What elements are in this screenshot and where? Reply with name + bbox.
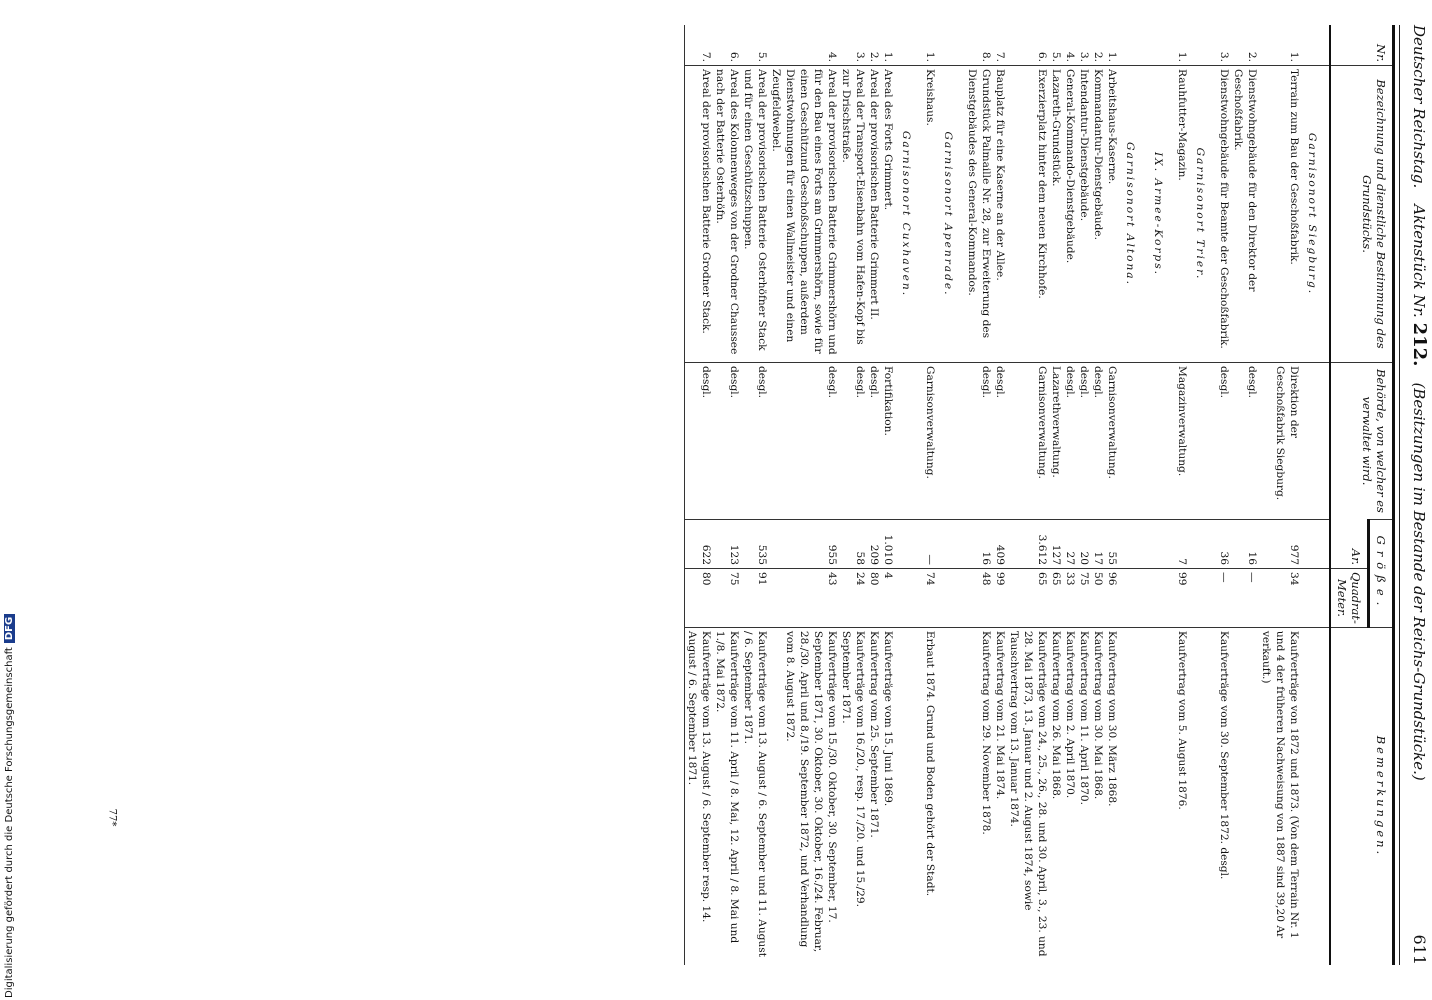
row-description: Dienstwohngebäude für den Direktor der Geschoßfabrik. [1231, 66, 1259, 363]
row-authority: desgl. [769, 363, 839, 520]
col-remarks: Bemerkungen. [1330, 627, 1394, 965]
row-description: Terrain zum Bau der Geschoßfabrik. [1259, 66, 1301, 363]
col-authority: Behörde, von welcher es verwaltet wird. [1330, 363, 1394, 520]
row-qm: 50 [1091, 569, 1105, 628]
header-doc: Aktenstück Nr. 212. [1409, 204, 1430, 367]
row-nr: 7. [994, 51, 1006, 62]
row-nr: 3. [1218, 51, 1230, 62]
row-nr: 5. [1050, 51, 1062, 62]
row-qm: 43 [769, 569, 839, 628]
row-nr: 6. [1036, 51, 1048, 62]
col-size: Größe. [1369, 520, 1394, 628]
row-qm: 34 [1259, 569, 1301, 628]
row-ar: 7 [1175, 520, 1189, 569]
section-row [1301, 25, 1330, 965]
row-ar: 36 [1217, 520, 1231, 569]
row-qm: 24 [839, 569, 867, 628]
row-ar: 16 [965, 520, 993, 569]
row-authority: desgl. [839, 363, 867, 520]
row-nr: 1. [1176, 51, 1188, 62]
table-row [1091, 25, 1105, 965]
header-left: Deutscher Reichstag. [1410, 25, 1428, 189]
table-row [1259, 25, 1301, 965]
row-description: Areal der provisorischen Batterie Osterhöfner Stack und für einen Geschützschuppen. [741, 66, 769, 363]
row-description: Kreishaus. [923, 66, 937, 363]
table-row [1105, 25, 1119, 965]
row-description: Areal des Kolonnenweges von der Grodner Chaussee nach der Batterie Osterhöfn. [713, 66, 741, 363]
row-description: Areal der Transport-Eisenbahn vom Hafen-Kopf bis zur Drischstraße. [839, 66, 867, 363]
row-authority: desgl. [965, 363, 993, 520]
row-authority: Magazinverwaltung. [1175, 363, 1189, 520]
section-heading: Garnisonort Apenrade. [937, 66, 965, 363]
row-nr: 5. [756, 51, 768, 62]
table-row [1007, 25, 1049, 965]
table-row [685, 25, 714, 965]
row-ar: 17 [1091, 520, 1105, 569]
row-ar: — [923, 520, 937, 569]
row-description: Areal der provisorischen Batterie Grodner Stack. [685, 66, 714, 363]
table-row [1175, 25, 1189, 965]
row-remarks: Kaufverträge vom 16./20., resp. 17./20. und 15./29. September 1871. [839, 627, 867, 965]
side-note-text: Digitalisierung gefördert durch die Deutsche Forschungsgemeinschaft [4, 647, 15, 998]
row-remarks: Kaufverträge vom 24., 25., 26., 28. und 30. April, 3., 23. und 28. Mai 1873, 13. Januar und 2. August 1874, sowie Tauschvertrag vom 13. Januar 1874. [1007, 627, 1049, 965]
row-nr: 1. [882, 51, 894, 62]
row-qm: 80 [867, 569, 881, 628]
row-description: Areal des Forts Grimmert. [881, 66, 895, 363]
row-ar: 127 [1049, 520, 1063, 569]
table-row [867, 25, 881, 965]
row-remarks: Kaufverträge vom 30. September 1872. desgl. [1217, 627, 1231, 965]
section-heading: IX. Armee-Korps. [1147, 66, 1175, 363]
table-row [923, 25, 937, 965]
row-authority: desgl. [867, 363, 881, 520]
doc-number: 212. [1409, 322, 1430, 367]
section-heading: Garnisonort Cuxhaven. [895, 66, 923, 363]
row-remarks: Kaufverträge vom 15. Juni 1869. [881, 627, 895, 965]
row-authority: desgl. [1063, 363, 1077, 520]
row-ar: 209 [867, 520, 881, 569]
col-qm: Quadrat-Meter. [1330, 569, 1369, 628]
row-remarks: Kaufverträge vom 15./30. Oktober, 30. September, 17. September 1871, 30. Oktober, 30. Oktober, 16./24. Februar, 28./30. April und 8./19. September 1872, und Verhandlung vom 8. August 1872. [769, 627, 839, 965]
row-remarks: Kaufvertrag vom 2. April 1870. [1063, 627, 1077, 965]
row-description: Areal der provisorischen Batterie Grimmershörn und für den Bau eines Forts am Grimmershörn, sowie für einen Geschützund Geschoßschuppen, außerdem Dienstwohnungen für einen Wallmeister und einen Zeugfeldwebel. [769, 66, 839, 363]
row-authority: Garnisonverwaltung. [1007, 363, 1049, 520]
table-row [1049, 25, 1063, 965]
row-authority: Fortifikation. [881, 363, 895, 520]
row-ar: 55 [1105, 520, 1119, 569]
row-remarks: Kaufvertrag vom 5. August 1876. [1175, 627, 1189, 965]
row-nr: 8. [980, 51, 992, 62]
row-ar: 1.010 [881, 520, 895, 569]
row-ar: 123 [713, 520, 741, 569]
dfg-logo: DFG [4, 614, 15, 643]
header-title: (Besitzungen im Bestande der Reichs-Grundstücke.) [1410, 382, 1428, 781]
row-description: Arbeitshaus-Kaserne. [1105, 66, 1119, 363]
page-number: 611 [1410, 934, 1429, 965]
row-remarks: Kaufvertrag vom 29. November 1878. [965, 627, 993, 965]
table-row [713, 25, 741, 965]
page-mark: 77* [106, 808, 118, 827]
row-description: Grundstück Palmaille Nr. 28, zur Erweiterung des Dienstgebäudes des General-Kommandos. [965, 66, 993, 363]
row-nr: 1. [1288, 51, 1300, 62]
row-remarks: Kaufverträge von 1872 und 1873. (Von dem Terrain Nr. 1 und 4 der früheren Nachweisung von 1887 sind 39,20 Ar verkauft.) [1259, 627, 1301, 965]
row-authority: Garnisonverwaltung. [1105, 363, 1119, 520]
row-nr: 2. [868, 51, 880, 62]
row-description: Exerzierplatz hinter dem neuen Kirchhofe. [1007, 66, 1049, 363]
row-description: Kommandantur-Dienstgebäude. [1091, 66, 1105, 363]
row-ar: 3.612 [1007, 520, 1049, 569]
table-row [741, 25, 769, 965]
row-qm: 91 [741, 569, 769, 628]
row-ar: 622 [685, 520, 714, 569]
row-ar: 16 [1231, 520, 1259, 569]
row-remarks: Kaufvertrag vom 26. Mai 1868. [1049, 627, 1063, 965]
row-authority: desgl. [1091, 363, 1105, 520]
section-row [1189, 25, 1217, 965]
row-qm: 99 [1175, 569, 1189, 628]
row-description: Intendantur-Dienstgebäude. [1077, 66, 1091, 363]
page-header [1399, 25, 1430, 965]
section-row [937, 25, 965, 965]
col-nr: Nr. [1330, 25, 1394, 66]
table-row [1077, 25, 1091, 965]
row-authority: desgl. [1077, 363, 1091, 520]
row-qm: 4 [881, 569, 895, 628]
row-ar: 955 [769, 520, 839, 569]
row-nr: 2. [1092, 51, 1104, 62]
row-remarks: Kaufvertrag vom 30. Mai 1868. [1091, 627, 1105, 965]
row-nr: 3. [854, 51, 866, 62]
row-remarks: Kaufverträge vom 11. April / 8. Mai, 12. April / 8. Mai und 1./8. Mai 1872. [713, 627, 741, 965]
row-nr: 4. [826, 51, 838, 62]
row-nr: 4. [1064, 51, 1076, 62]
row-description: General-Kommando-Dienstgebäude. [1063, 66, 1077, 363]
row-authority: Direktion der Geschoßfabrik Siegburg. [1259, 363, 1301, 520]
table-row [1063, 25, 1077, 965]
section-row [1119, 25, 1147, 965]
table-row [993, 25, 1007, 965]
row-nr: 3. [1078, 51, 1090, 62]
row-qm: 96 [1105, 569, 1119, 628]
table-body [685, 25, 1331, 965]
table-row [881, 25, 895, 965]
row-description: Bauplatz für eine Kaserne an der Allee. [993, 66, 1007, 363]
col-ar: Ar. [1330, 520, 1369, 569]
row-ar: 535 [741, 520, 769, 569]
row-authority: desgl. [685, 363, 714, 520]
row-remarks [1231, 627, 1259, 965]
row-qm: 80 [685, 569, 714, 628]
row-qm: 75 [1077, 569, 1091, 628]
row-remarks: Kaufvertrag vom 11. April 1870. [1077, 627, 1091, 965]
row-authority: Garnisonverwaltung. [923, 363, 937, 520]
row-ar: 409 [993, 520, 1007, 569]
row-remarks: Kaufverträge vom 13. August / 6. September und 11. August / 6. September 1871. [741, 627, 769, 965]
property-table [684, 25, 1395, 965]
row-qm: 33 [1063, 569, 1077, 628]
row-nr: 1. [924, 51, 936, 62]
row-remarks: Kaufverträge vom 13. August / 6. September resp. 14. August / 6. September 1871. [685, 627, 714, 965]
row-authority: desgl. [1217, 363, 1231, 520]
row-ar: 977 [1259, 520, 1301, 569]
row-nr: 7. [685, 25, 714, 66]
row-description: Areal der provisorischen Batterie Grimmert II. [867, 66, 881, 363]
row-qm: — [1217, 569, 1231, 628]
table-row [1217, 25, 1231, 965]
row-remarks: Kaufvertrag vom 25. September 1871. [867, 627, 881, 965]
row-ar: 27 [1063, 520, 1077, 569]
row-authority: desgl. [741, 363, 769, 520]
table-row [769, 25, 839, 965]
row-remarks: Kaufvertrag vom 30. März 1868. [1105, 627, 1119, 965]
row-qm: 65 [1007, 569, 1049, 628]
row-qm: 48 [965, 569, 993, 628]
section-row [1147, 25, 1175, 965]
section-heading: Garnisonort Trier. [1189, 66, 1217, 363]
row-nr: 2. [1246, 51, 1258, 62]
row-qm: 65 [1049, 569, 1063, 628]
row-qm: 99 [993, 569, 1007, 628]
row-authority: Lazarethverwaltung. [1049, 363, 1063, 520]
row-nr: 1. [1106, 51, 1118, 62]
table-row [839, 25, 867, 965]
row-description: Lazareth-Grundstück. [1049, 66, 1063, 363]
row-remarks: Kaufvertrag vom 21. Mai 1874. [993, 627, 1007, 965]
row-ar: 58 [839, 520, 867, 569]
section-heading: Garnisonort Siegburg. [1301, 66, 1330, 363]
row-description: Dienstwohngebäude für Beamte der Geschoßfabrik. [1217, 66, 1231, 363]
row-qm: — [1231, 569, 1259, 628]
row-ar: 20 [1077, 520, 1091, 569]
digitization-note [4, 598, 15, 998]
row-qm: 74 [923, 569, 937, 628]
row-authority: desgl. [713, 363, 741, 520]
row-qm: 75 [713, 569, 741, 628]
table-row [965, 25, 993, 965]
row-nr: 6. [728, 51, 740, 62]
row-remarks: Erbaut 1874. Grund und Boden gehört der Stadt. [923, 627, 937, 965]
section-heading: Garnisonort Altona. [1119, 66, 1147, 363]
row-authority: desgl. [1231, 363, 1259, 520]
col-description: Bezeichnung und dienstliche Bestimmung des Grundstücks. [1330, 66, 1394, 363]
section-row [895, 25, 923, 965]
row-description: Rauhfutter-Magazin. [1175, 66, 1189, 363]
row-authority: desgl. [993, 363, 1007, 520]
table-row [1231, 25, 1259, 965]
